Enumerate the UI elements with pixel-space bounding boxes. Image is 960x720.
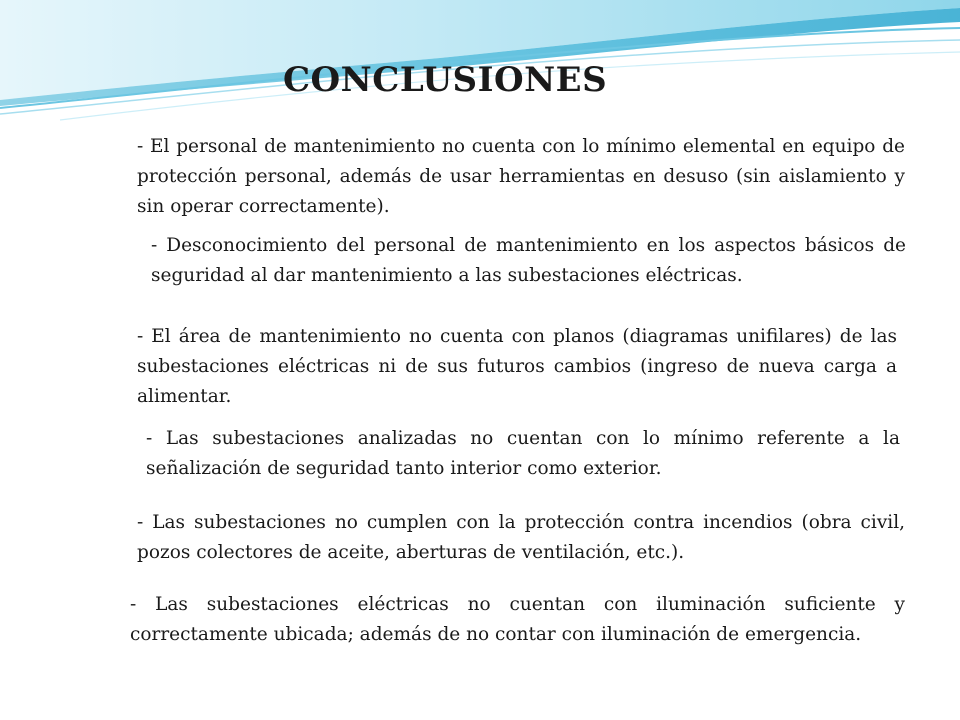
conclusion-item-signage: - Las subestaciones analizadas no cuentan con lo mínimo referente a la señalización de seguridad tanto interior como exterior. bbox=[146, 428, 900, 479]
conclusion-item-lighting: - Las subestaciones eléctricas no cuentan con iluminación suficiente y correctamente ubicada; además de no contar con iluminación de emergencia. bbox=[130, 594, 905, 645]
conclusion-item-diagrams: - El área de mantenimiento no cuenta con planos (diagramas unifilares) de las subestaciones eléctricas ni de sus futuros cambios (ingreso de nueva carga a alimentar. bbox=[137, 326, 897, 407]
conclusion-item-fire-protection: - Las subestaciones no cumplen con la protección contra incendios (obra civil, pozos colectores de aceite, aberturas de ventilación, etc.). bbox=[137, 512, 905, 563]
conclusion-item-ppe: - El personal de mantenimiento no cuenta con lo mínimo elemental en equipo de protección personal, además de usar herramientas en desuso (sin aislamiento y sin operar correctamente). bbox=[137, 136, 905, 217]
slide-title: CONCLUSIONES bbox=[283, 60, 608, 100]
conclusion-item-training: - Desconocimiento del personal de mantenimiento en los aspectos básicos de seguridad al dar mantenimiento a las subestaciones eléctricas. bbox=[151, 235, 906, 286]
